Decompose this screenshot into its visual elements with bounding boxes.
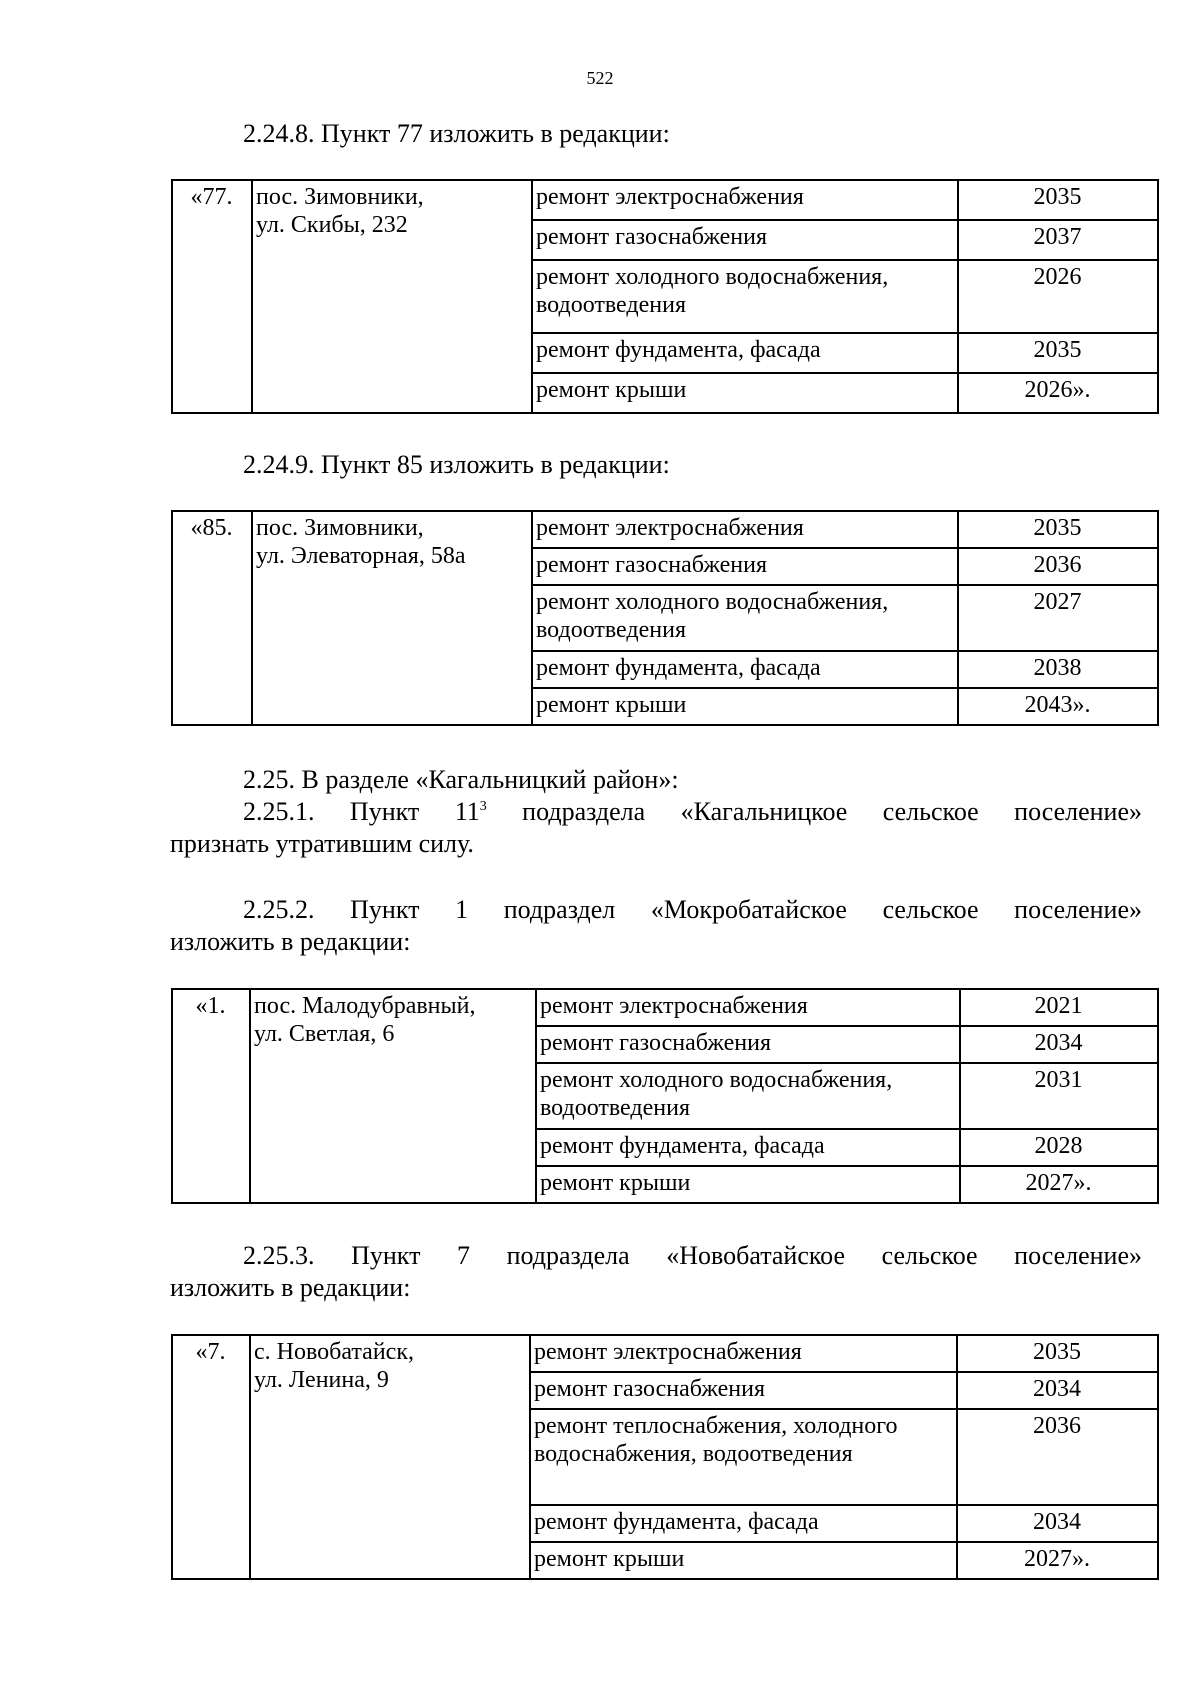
year: 2036 [957,1409,1158,1505]
year: 2035 [958,511,1158,548]
work-type: ремонт теплоснабжения, холодного водоснабжения, водоотведения [530,1409,957,1505]
work-type: ремонт газоснабжения [536,1026,960,1063]
table-item-1 [171,988,1159,1204]
year: 2026 [958,260,1158,333]
year: 2027». [960,1166,1158,1203]
table-row [172,180,1158,220]
year: 2028 [960,1129,1158,1166]
section-heading-2-25-2: 2.25.2. Пункт 1 подраздел «Мокробатайское сельское поселение» изложить в редакции: [170,895,1142,956]
year: 2034 [957,1372,1158,1409]
year: 2034 [957,1505,1158,1542]
table-row [172,511,1158,548]
year: 2037 [958,220,1158,260]
year: 2026». [958,373,1158,413]
work-type: ремонт электроснабжения [530,1335,957,1372]
section-2-25-1 [170,796,1142,860]
address: пос. Малодубравный, ул. Светлая, 6 [250,989,536,1203]
work-type: ремонт крыши [532,373,958,413]
work-type: ремонт газоснабжения [530,1372,957,1409]
year: 2027». [957,1542,1158,1579]
address: с. Новобатайск, ул. Ленина, 9 [250,1335,530,1579]
work-type: ремонт электроснабжения [532,180,958,220]
year: 2031 [960,1063,1158,1129]
section-2-25-1-line1: 2.25.1. Пункт $11^3$ подраздела «Кагальницкое сельское поселение» [243,797,1142,826]
year: 2021 [960,989,1158,1026]
address: пос. Зимовники, ул. Скибы, 232 [252,180,532,413]
table-row [172,989,1158,1026]
work-type: ремонт фундамента, фасада [532,333,958,373]
section-heading-2-24-9: 2.24.9. Пункт 85 изложить в редакции: [243,450,670,479]
year: 2035 [958,333,1158,373]
work-type: ремонт газоснабжения [532,548,958,585]
year: 2034 [960,1026,1158,1063]
section-heading-2-25: 2.25. В разделе «Кагальницкий район»: [243,765,679,794]
work-type: ремонт крыши [536,1166,960,1203]
year: 2035 [958,180,1158,220]
year: 2036 [958,548,1158,585]
work-type: ремонт холодного водоснабжения, водоотведения [532,585,958,651]
item-number: «1. [172,989,250,1203]
work-type: ремонт крыши [530,1542,957,1579]
table-item-7 [171,1334,1159,1580]
section-heading-2-25-3: 2.25.3. Пункт 7 подраздела «Новобатайское сельское поселение» изложить в редакции: [170,1241,1142,1302]
year: 2038 [958,651,1158,688]
year: 2035 [957,1335,1158,1372]
page-number: 522 [586,68,614,88]
section-2-25-1-line2: признать утратившим силу. [170,829,474,858]
section-heading-2-24-8: 2.24.8. Пункт 77 изложить в редакции: [243,119,670,148]
work-type: ремонт фундамента, фасада [536,1129,960,1166]
work-type: ремонт электроснабжения [532,511,958,548]
table-item-77 [171,179,1159,414]
work-type: ремонт холодного водоснабжения, водоотведения [536,1063,960,1129]
item-number: «85. [172,511,252,725]
work-type: ремонт электроснабжения [536,989,960,1026]
table-item-85 [171,510,1159,726]
work-type: ремонт газоснабжения [532,220,958,260]
work-type: ремонт холодного водоснабжения, водоотведения [532,260,958,333]
work-type: ремонт фундамента, фасада [530,1505,957,1542]
year: 2043». [958,688,1158,725]
address: пос. Зимовники, ул. Элеваторная, 58а [252,511,532,725]
work-type: ремонт фундамента, фасада [532,651,958,688]
work-type: ремонт крыши [532,688,958,725]
item-number: «7. [172,1335,250,1579]
item-number: «77. [172,180,252,413]
table-row [172,1335,1158,1372]
year: 2027 [958,585,1158,651]
